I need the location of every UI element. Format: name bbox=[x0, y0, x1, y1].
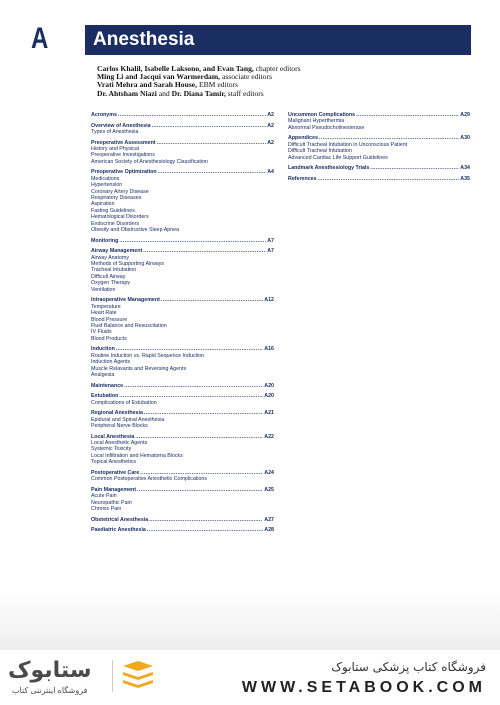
toc-page-number: A30 bbox=[460, 135, 470, 142]
toc-dot-leader bbox=[137, 487, 263, 493]
toc-section-heading[interactable] bbox=[91, 169, 274, 175]
toc-dot-leader bbox=[152, 123, 267, 129]
toc-page-number: A2 bbox=[267, 112, 274, 118]
toc-dot-leader bbox=[319, 135, 459, 141]
toc-section-heading[interactable] bbox=[91, 527, 274, 533]
toc-section-heading[interactable] bbox=[91, 383, 274, 389]
store-footer bbox=[0, 650, 500, 705]
toc-subitem[interactable]: Tracheal Intubation bbox=[91, 267, 137, 274]
toc-subitem[interactable]: Muscle Relaxants and Reversing Agents bbox=[91, 365, 187, 372]
toc-subitem[interactable]: Difficult Airway bbox=[91, 273, 126, 280]
toc-section bbox=[91, 346, 274, 378]
logo-divider bbox=[112, 660, 113, 692]
toc-section bbox=[91, 123, 274, 136]
toc-section-heading[interactable] bbox=[91, 517, 274, 523]
toc-subitem[interactable]: American Society of Anesthesiology Classification bbox=[91, 158, 208, 165]
toc-subitem[interactable]: Hematological Disorders bbox=[91, 214, 149, 221]
toc-subitem[interactable]: Local Anesthetic Agents bbox=[91, 439, 148, 446]
toc-section-title: Monitoring bbox=[91, 237, 119, 244]
toc-subitem[interactable]: Oxygen Therapy bbox=[91, 280, 131, 287]
toc-dot-leader bbox=[149, 517, 263, 523]
toc-section-title: Postoperative Care bbox=[91, 469, 140, 476]
toc-subitem[interactable]: Acute Pain bbox=[91, 493, 117, 500]
toc-page-number: A28 bbox=[264, 527, 274, 534]
toc-subitem[interactable]: Common Postoperative Anesthetic Complications bbox=[91, 476, 207, 483]
toc-subitem[interactable]: Obesity and Obstructive Sleep Apnea bbox=[91, 227, 180, 234]
toc-section bbox=[288, 176, 470, 182]
toc-section-heading[interactable] bbox=[288, 165, 470, 171]
toc-subitem[interactable]: Temperature bbox=[91, 303, 121, 310]
toc-subitem[interactable]: Fasting Guidelines bbox=[91, 207, 135, 214]
toc-subitem[interactable]: History and Physical bbox=[91, 146, 139, 152]
toc-section-title: Obstetrical Anesthesia bbox=[91, 516, 149, 523]
toc-subitem[interactable]: IV Fluids bbox=[91, 329, 112, 336]
toc-page-number: A7 bbox=[267, 248, 274, 255]
toc-subitem[interactable]: Difficult Tracheal Intubation bbox=[288, 148, 352, 155]
toc-section bbox=[91, 248, 274, 293]
toc-section-heading[interactable] bbox=[288, 135, 470, 141]
toc-section-title: Intraoperative Management bbox=[91, 297, 160, 304]
toc-dot-leader bbox=[370, 165, 459, 171]
toc-left-column bbox=[91, 112, 274, 538]
editors-block bbox=[97, 65, 477, 98]
toc-section bbox=[91, 517, 274, 523]
toc-section-heading[interactable] bbox=[91, 248, 274, 254]
toc-page-number: A2 bbox=[267, 122, 274, 129]
toc-section bbox=[91, 238, 274, 244]
toc-page-number: A29 bbox=[460, 112, 470, 118]
toc-section-title: Maintenance bbox=[91, 382, 124, 389]
toc-page-number: A35 bbox=[460, 175, 470, 182]
toc-page-number: A24 bbox=[264, 469, 274, 476]
toc-subitem[interactable]: Methods of Supporting Airways bbox=[91, 261, 165, 268]
toc-section-title: References bbox=[288, 175, 317, 182]
toc-section-title: Uncommon Complications bbox=[288, 112, 356, 118]
editor-line: Vrati Mehra and Sarah House, EBM editors bbox=[97, 80, 238, 90]
toc-subitem[interactable]: Complications of Extubation bbox=[91, 399, 157, 406]
toc-page-number: A20 bbox=[264, 382, 274, 389]
toc-subitem[interactable]: Peripheral Nerve Blocks bbox=[91, 422, 148, 429]
toc-section-title: Paediatric Anesthesia bbox=[91, 527, 146, 534]
toc-subitem[interactable]: Ventilation bbox=[91, 286, 116, 293]
toc-page-number: A2 bbox=[267, 139, 274, 146]
toc-dot-leader bbox=[119, 238, 266, 244]
toc-subitem[interactable]: Local Infiltration and Hematoma Blocks bbox=[91, 452, 183, 459]
store-logo[interactable] bbox=[8, 658, 108, 698]
toc-section bbox=[91, 383, 274, 389]
toc-dot-leader bbox=[318, 176, 460, 182]
toc-subitem[interactable]: Heart Rate bbox=[91, 310, 117, 317]
toc-dot-leader bbox=[124, 383, 263, 389]
toc-subitem[interactable]: Epidural and Spinal Anesthesia bbox=[91, 416, 165, 423]
toc-page-number: A7 bbox=[267, 237, 274, 244]
toc-dot-leader bbox=[116, 346, 263, 352]
toc-page-number: A20 bbox=[264, 393, 274, 400]
toc-subitem[interactable]: Topical Anesthetics bbox=[91, 459, 137, 466]
toc-section-title: Regional Anesthesia bbox=[91, 410, 143, 417]
toc-subitem[interactable]: Preoperative Investigations bbox=[91, 152, 155, 159]
toc-section bbox=[288, 135, 470, 161]
toc-dot-leader bbox=[118, 112, 266, 118]
toc-section-title: Preoperative Assessment bbox=[91, 139, 156, 146]
toc-subitem[interactable]: Airway Anatomy bbox=[91, 254, 129, 261]
toc-subitem[interactable]: Hypertension bbox=[91, 182, 123, 189]
store-url[interactable]: WWW.SETABOOK.COM bbox=[241, 679, 486, 696]
toc-subitem[interactable]: Advanced Cardiac Life Support Guidelines bbox=[288, 154, 388, 161]
toc-section bbox=[91, 470, 274, 483]
toc-section-title: Extubation bbox=[91, 393, 119, 400]
toc-subitem[interactable]: Blood Products bbox=[91, 335, 127, 342]
toc-subitem[interactable]: Routine Induction vs. Rapid Sequence Induction bbox=[91, 352, 205, 359]
toc-page-number: A34 bbox=[460, 165, 470, 172]
toc-section-heading[interactable] bbox=[91, 346, 274, 352]
toc-dot-leader bbox=[157, 140, 267, 146]
toc-subitem[interactable]: Induction Agents bbox=[91, 359, 131, 366]
toc-section bbox=[91, 140, 274, 166]
toc-section-title: Induction bbox=[91, 346, 115, 353]
toc-right-column bbox=[288, 112, 470, 186]
toc-section bbox=[288, 165, 470, 171]
toc-section-heading[interactable] bbox=[91, 112, 274, 118]
toc-section-heading[interactable] bbox=[288, 176, 470, 182]
toc-dot-leader bbox=[119, 393, 263, 399]
toc-subitem[interactable]: Medications bbox=[91, 175, 120, 182]
chapter-letter: A bbox=[31, 22, 49, 55]
toc-subitem[interactable]: Chronic Pain bbox=[91, 505, 122, 512]
toc-subitem[interactable]: Fluid Balance and Resuscitation bbox=[91, 322, 167, 329]
toc-subitem[interactable]: Neuropathic Pain bbox=[91, 499, 132, 506]
toc-section bbox=[91, 393, 274, 406]
toc-page-number: A27 bbox=[264, 516, 274, 523]
editor-line: Ming Li and Jacqui van Warmerdam, associate editors bbox=[97, 72, 272, 82]
store-name: فروشگاه کتاب پزشکی ستابوک bbox=[331, 660, 486, 674]
toc-page-number: A16 bbox=[264, 346, 274, 353]
toc-page-number: A4 bbox=[267, 169, 274, 176]
chapter-title-bar bbox=[85, 25, 471, 55]
toc-section-heading[interactable] bbox=[91, 393, 274, 399]
toc-section-heading[interactable] bbox=[91, 410, 274, 416]
toc-section-title: Acronyms bbox=[91, 112, 117, 118]
toc-page-number: A12 bbox=[264, 297, 274, 304]
toc-subitem[interactable]: Malignant Hyperthermia bbox=[288, 118, 345, 125]
toc-section bbox=[91, 410, 274, 429]
chapter-title: Anesthesia bbox=[93, 29, 195, 50]
logo-subtitle: فروشگاه اینترنتی کتاب bbox=[12, 686, 88, 695]
toc-dot-leader bbox=[135, 434, 263, 440]
toc-section bbox=[91, 434, 274, 466]
toc-section bbox=[91, 487, 274, 513]
toc-page-number: A22 bbox=[264, 433, 274, 440]
editor-line: Dr. Ahtsham Niazi and Dr. Diana Tamir, staff editors bbox=[97, 88, 264, 98]
toc-section bbox=[91, 527, 274, 533]
toc-section-title: Local Anesthesia bbox=[91, 433, 135, 440]
toc-page-number: A25 bbox=[264, 486, 274, 493]
toc-dot-leader bbox=[161, 297, 263, 303]
logo-wordmark: ستابوک bbox=[8, 658, 92, 683]
toc-section bbox=[288, 112, 470, 131]
toc-section-heading[interactable] bbox=[91, 434, 274, 440]
editor-line: Carlos Khalil, Isabelle Laksono, and Evan Tang, chapter editors bbox=[97, 64, 301, 73]
toc-subitem[interactable]: Blood Pressure bbox=[91, 316, 128, 323]
toc-section-title: Landmark Anesthesiology Trials bbox=[288, 165, 370, 172]
toc-section-heading[interactable] bbox=[91, 297, 274, 303]
toc-dot-leader bbox=[143, 248, 266, 254]
toc-subitem[interactable]: Abnormal Pseudocholinesterase bbox=[288, 124, 365, 131]
toc-subitem[interactable]: Endocrine Disorders bbox=[91, 220, 139, 227]
toc-section bbox=[91, 297, 274, 342]
toc-subitem[interactable]: Difficult Tracheal Intubation in Unconscious Patient bbox=[288, 141, 408, 148]
toc-section-title: Overview of Anesthesia bbox=[91, 122, 151, 129]
toc-section-title: Pain Management bbox=[91, 486, 137, 493]
toc-subitem[interactable]: Aspiration bbox=[91, 201, 115, 208]
toc-section-heading[interactable] bbox=[91, 238, 274, 244]
toc-section-title: Airway Management bbox=[91, 248, 143, 255]
toc-dot-leader bbox=[144, 410, 263, 416]
book-stack-icon bbox=[120, 660, 156, 692]
toc-section bbox=[91, 112, 274, 118]
toc-page-number: A21 bbox=[264, 410, 274, 417]
toc-subitem[interactable]: Respiratory Diseases bbox=[91, 195, 142, 202]
toc-section-heading[interactable] bbox=[91, 487, 274, 493]
toc-dot-leader bbox=[158, 169, 267, 175]
toc-subitem[interactable]: Systemic Toxicity bbox=[91, 446, 132, 453]
toc-subitem[interactable]: Coronary Artery Disease bbox=[91, 188, 149, 195]
toc-dot-leader bbox=[356, 112, 459, 118]
toc-section bbox=[91, 169, 274, 233]
toc-dot-leader bbox=[147, 527, 263, 533]
toc-section-title: Preoperative Optimization bbox=[91, 169, 157, 176]
toc-section-title: Appendices bbox=[288, 135, 319, 142]
toc-subitem[interactable]: Types of Anesthesia bbox=[91, 129, 139, 135]
toc-subitem[interactable]: Analgesia bbox=[91, 371, 115, 378]
